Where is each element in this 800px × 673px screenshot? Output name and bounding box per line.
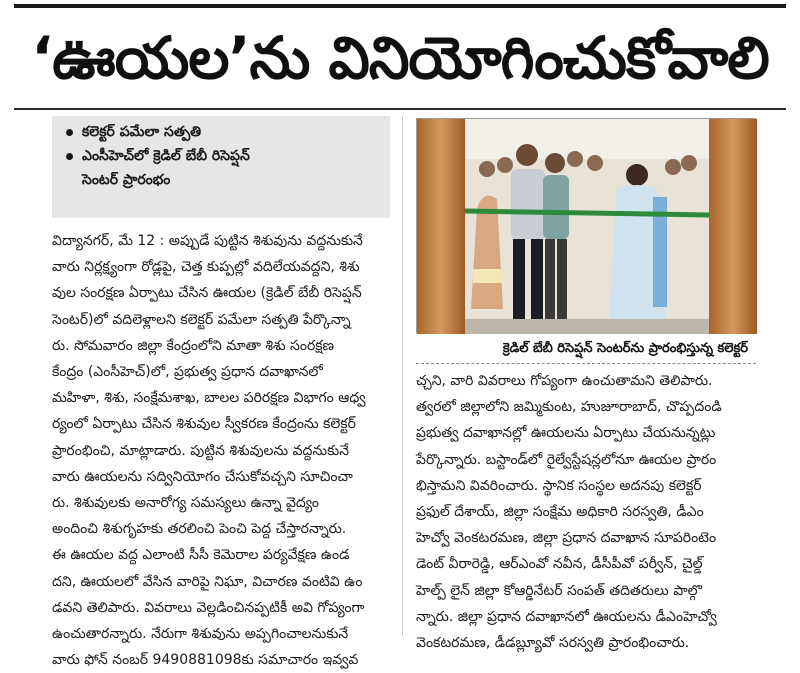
body-line: దని, ఊయలలో వేసిన వారిపై నిఘా, విచారణ వంటివి ఉం: [52, 573, 363, 590]
body-line: మహిళా, శిశు, సంక్షేమశాఖ, బాలల పరిరక్షణ విభాగం ఆధ్వ: [52, 390, 366, 407]
body-line: రు. సోమవారం జిల్లా కేంద్రంలోని మాతా శిశు సంరక్షణ: [52, 337, 335, 354]
ribbon-cutting-photo: [417, 119, 757, 334]
body-line: త్వరలో జిల్లాలోని జమ్మికుంట, హుజూరాబాద్, చొప్పదండి: [416, 399, 722, 416]
body-line: ప్రఫుల్ దేశాయ్, జిల్లా సంక్షేమ అధికారి సరస్వతి, డీఎం: [416, 504, 704, 521]
body-line: విద్యానగర్, మే 12 : అప్పుడే పుట్టిన శిశువును వద్దనుకునే: [52, 233, 363, 249]
bullet-icon: [66, 129, 73, 136]
body-line: సెంటర్)లో వదిలెళ్లాలని కలెక్టర్ పమేలా సత్పతి పేర్కొన్నా: [52, 311, 351, 328]
top-rule: [14, 4, 786, 8]
body-line: రు. శిశువులకు అనారోగ్య సమస్యలు ఉన్నా వైద్యం: [52, 495, 319, 512]
body-line: భిస్తామని వివరించారు. స్థానిక సంస్థల అదనపు కలెక్టర్: [416, 477, 702, 494]
body-line: ప్రభుత్వ దవాఖానల్లో ఊయలను ఏర్పాటు చేయనున్నట్లు: [416, 425, 716, 442]
highlight-item: [82, 120, 382, 144]
photo-caption: క్రెడిల్ బేబీ రిసెప్షన్ సెంటర్‌ను ప్రారంభిస్తున్న కలెక్టర్: [416, 334, 756, 364]
body-line: వారు ఫోన్ నంబర్ 9490881098కు సమాచారం ఇవ్వవ: [52, 652, 359, 669]
article-column-left: [52, 228, 390, 673]
body-line: పేర్కొన్నారు. బస్టాండ్‌లో రైల్వేస్టేషన్లలోనూ ఊయల ప్రారం: [416, 451, 717, 468]
highlight-line: సెంటర్ ప్రారంభం: [82, 172, 171, 188]
body-line: కేంద్రం (ఎంసీహెచ్)లో, ప్రభుత్వ ప్రధాన దవాఖానలో: [52, 364, 323, 381]
body-line: ప్రారంభించి, మాట్లాడారు. పుట్టిన శిశువులను వద్దనుకునే: [52, 442, 350, 459]
body-line: న్నారు. జిల్లా ప్రధాన దవాఖానలో ఊయలను డీఎంహెచ్వో: [416, 608, 717, 625]
body-line: ఈ ఊయల వద్ద ఎలాంటి సీసీ కెమెరాల పర్యవేక్షణ ఉండ: [52, 547, 350, 564]
highlight-item: [82, 144, 382, 192]
article-column-right: [416, 368, 756, 656]
body-line: హెల్ప్ లైన్ జిల్లా కోఆర్డినేటర్ సంపత్ తదితరులు పాల్గొ: [416, 582, 703, 599]
body-line: డెంట్ వీరారెడ్డి, ఆర్ఎంవో నవీన, డీసీపీవో పర్వీన్, చైల్డ్: [416, 556, 703, 573]
body-line: వుల సంరక్షణ ఏర్పాటు చేసిన ఊయల (క్రెడిల్ బేబీ రిసెప్షన్: [52, 285, 362, 302]
headline-rule: [14, 108, 786, 110]
column-divider: [402, 116, 403, 636]
news-photo: [416, 118, 756, 333]
bullet-icon: [66, 153, 73, 160]
body-line: వెంకటరమణ, డీడబ్ల్యూవో సరస్వతి ప్రారంభించారు.: [416, 635, 690, 652]
body-line: ఉంచుతారన్నారు. నేరుగా శిశువును అప్పగించాలనుకునే: [52, 626, 349, 643]
body-line: డవని తెలిపారు. వివరాలు వెల్లడించినప్పటికీ అవి గోప్యంగా: [52, 599, 365, 616]
headline: ‘ఊయల’ను వినియోగించుకోవాలి: [31, 24, 769, 92]
body-line: అందించి శిశుగృహకు తరలించి పెంచి పెద్ద చేస్తారన్నారు.: [52, 521, 347, 538]
body-line: ర్యంలో ఏర్పాటు చేసిన శిశువుల స్వీకరణ కేంద్రంను కలెక్టర్: [52, 416, 356, 433]
highlight-line: కలెక్టర్ పమేలా సత్పతి: [82, 124, 202, 140]
body-line: వారు నిర్లక్ష్యంగా రోడ్లపై, చెత్త కుప్పల్లో వదిలేయవద్దని, శిశు: [52, 259, 360, 276]
body-line: వారు ఊయలను సద్వినియోగం చేసుకోవచ్చని సూచించా: [52, 468, 353, 485]
body-line: చ్చని, వారి వివరాలు గోప్యంగా ఉంచుతామని తెలిపారు.: [416, 373, 713, 389]
body-line: హెచ్వో వెంకటరమణ, జిల్లా ప్రధాన దవాఖాన సూపరింటెం: [416, 530, 717, 547]
highlight-line: ఎంసీహెచ్‌లో క్రెడిల్ బేబీ రిసెప్షన్: [82, 148, 250, 164]
highlights-box: [52, 116, 390, 218]
